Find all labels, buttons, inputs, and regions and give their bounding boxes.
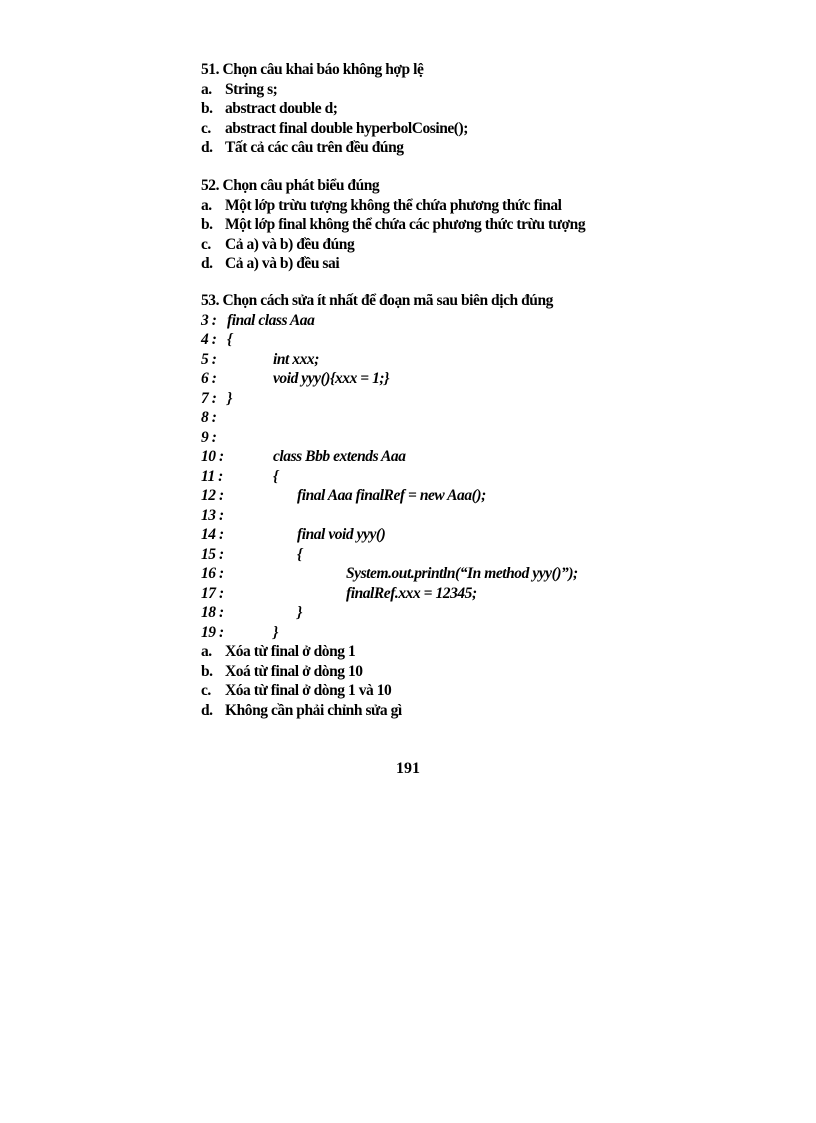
line-number: 8 :	[201, 409, 217, 426]
line-number: 9 :	[201, 428, 217, 446]
question-53-title: 53. Chọn cách sửa ít nhất để đoạn mã sau biên dịch đúng	[201, 292, 553, 309]
line-number: 15 :	[201, 545, 224, 563]
option-letter: b.	[201, 100, 213, 117]
line-number: 14 :	[201, 526, 224, 543]
code-text: }	[227, 389, 232, 407]
option-text: Không cần phải chỉnh sửa gì	[225, 701, 402, 719]
option-text: Tất cả các câu trên đều đúng	[225, 139, 404, 156]
option-letter: a.	[201, 196, 212, 214]
line-number: 11 :	[201, 467, 223, 485]
code-text: System.out.println(“In method yyy()”);	[346, 565, 578, 582]
code-text: final Aaa finalRef = new Aaa();	[297, 487, 486, 504]
code-text: class Bbb extends Aaa	[273, 448, 406, 465]
option-52-d	[201, 254, 641, 274]
option-52-c	[201, 235, 641, 255]
line-number: 7 :	[201, 389, 217, 407]
question-51	[201, 60, 641, 158]
code-line	[201, 311, 641, 331]
option-letter: c.	[201, 119, 211, 137]
option-text: abstract double d;	[225, 100, 338, 117]
line-number: 4 :	[201, 331, 217, 348]
option-text: Một lớp final không thể chứa các phương thức trừu tượng	[225, 216, 586, 233]
code-line	[201, 428, 641, 448]
line-number: 19 :	[201, 623, 224, 641]
code-line	[201, 525, 641, 545]
code-line	[201, 584, 641, 604]
option-52-a	[201, 196, 641, 216]
code-line	[201, 486, 641, 506]
option-text: Xóa từ final ở dòng 1	[225, 643, 356, 660]
page-number: 191	[396, 760, 420, 777]
question-52-title: 52. Chọn câu phát biểu đúng	[201, 177, 380, 194]
code-text: final class Aaa	[227, 311, 315, 329]
code-text: {	[227, 331, 232, 348]
line-number: 5 :	[201, 350, 217, 368]
code-line	[201, 545, 641, 565]
question-52	[201, 176, 641, 274]
option-text: Cả a) và b) đều sai	[225, 255, 340, 272]
option-text: abstract final double hyperbolCosine();	[225, 119, 468, 137]
option-letter: d.	[201, 701, 213, 719]
option-text: Xoá từ final ở dòng 10	[225, 662, 363, 680]
code-line	[201, 467, 641, 487]
option-51-c	[201, 119, 641, 139]
code-text: int xxx;	[273, 350, 319, 368]
option-53-b	[201, 662, 641, 682]
option-text: Xóa từ final ở dòng 1 và 10	[225, 682, 392, 699]
code-listing	[201, 311, 641, 643]
option-letter: d.	[201, 255, 213, 272]
code-line	[201, 564, 641, 584]
option-53-c	[201, 681, 641, 701]
code-line	[201, 389, 641, 409]
line-number: 18 :	[201, 604, 224, 621]
code-line	[201, 330, 641, 350]
option-letter: a.	[201, 80, 212, 98]
line-number: 6 :	[201, 370, 217, 387]
line-number: 3 :	[201, 311, 217, 329]
option-letter: c.	[201, 682, 211, 699]
code-line	[201, 506, 641, 526]
option-text: Cả a) và b) đều đúng	[225, 235, 355, 253]
option-letter: d.	[201, 139, 213, 156]
code-line	[201, 408, 641, 428]
code-line	[201, 369, 641, 389]
line-number: 17 :	[201, 584, 224, 602]
option-text: String s;	[225, 80, 278, 98]
option-52-b	[201, 215, 641, 235]
question-51-title: 51. Chọn câu khai báo không hợp lệ	[201, 61, 424, 78]
option-53-d	[201, 701, 641, 721]
option-letter: b.	[201, 216, 213, 233]
code-line	[201, 603, 641, 623]
option-51-d	[201, 138, 641, 158]
line-number: 13 :	[201, 506, 224, 524]
code-line	[201, 447, 641, 467]
code-text: }	[273, 623, 278, 641]
option-letter: b.	[201, 662, 213, 680]
code-text: {	[273, 467, 278, 485]
code-text: void yyy(){xxx = 1;}	[273, 370, 390, 387]
code-text: }	[297, 604, 302, 621]
line-number: 10 :	[201, 448, 224, 465]
code-text: finalRef.xxx = 12345;	[346, 584, 477, 602]
option-51-a	[201, 80, 641, 100]
option-text: Một lớp trừu tượng không thể chứa phương thức final	[225, 196, 562, 214]
code-line	[201, 623, 641, 643]
question-53	[201, 291, 641, 720]
code-text: {	[297, 545, 302, 563]
option-53-a	[201, 642, 641, 662]
option-51-b	[201, 99, 641, 119]
option-letter: c.	[201, 235, 211, 253]
line-number: 16 :	[201, 565, 224, 582]
code-text: final void yyy()	[297, 526, 386, 543]
code-line	[201, 350, 641, 370]
line-number: 12 :	[201, 487, 224, 504]
option-letter: a.	[201, 643, 212, 660]
